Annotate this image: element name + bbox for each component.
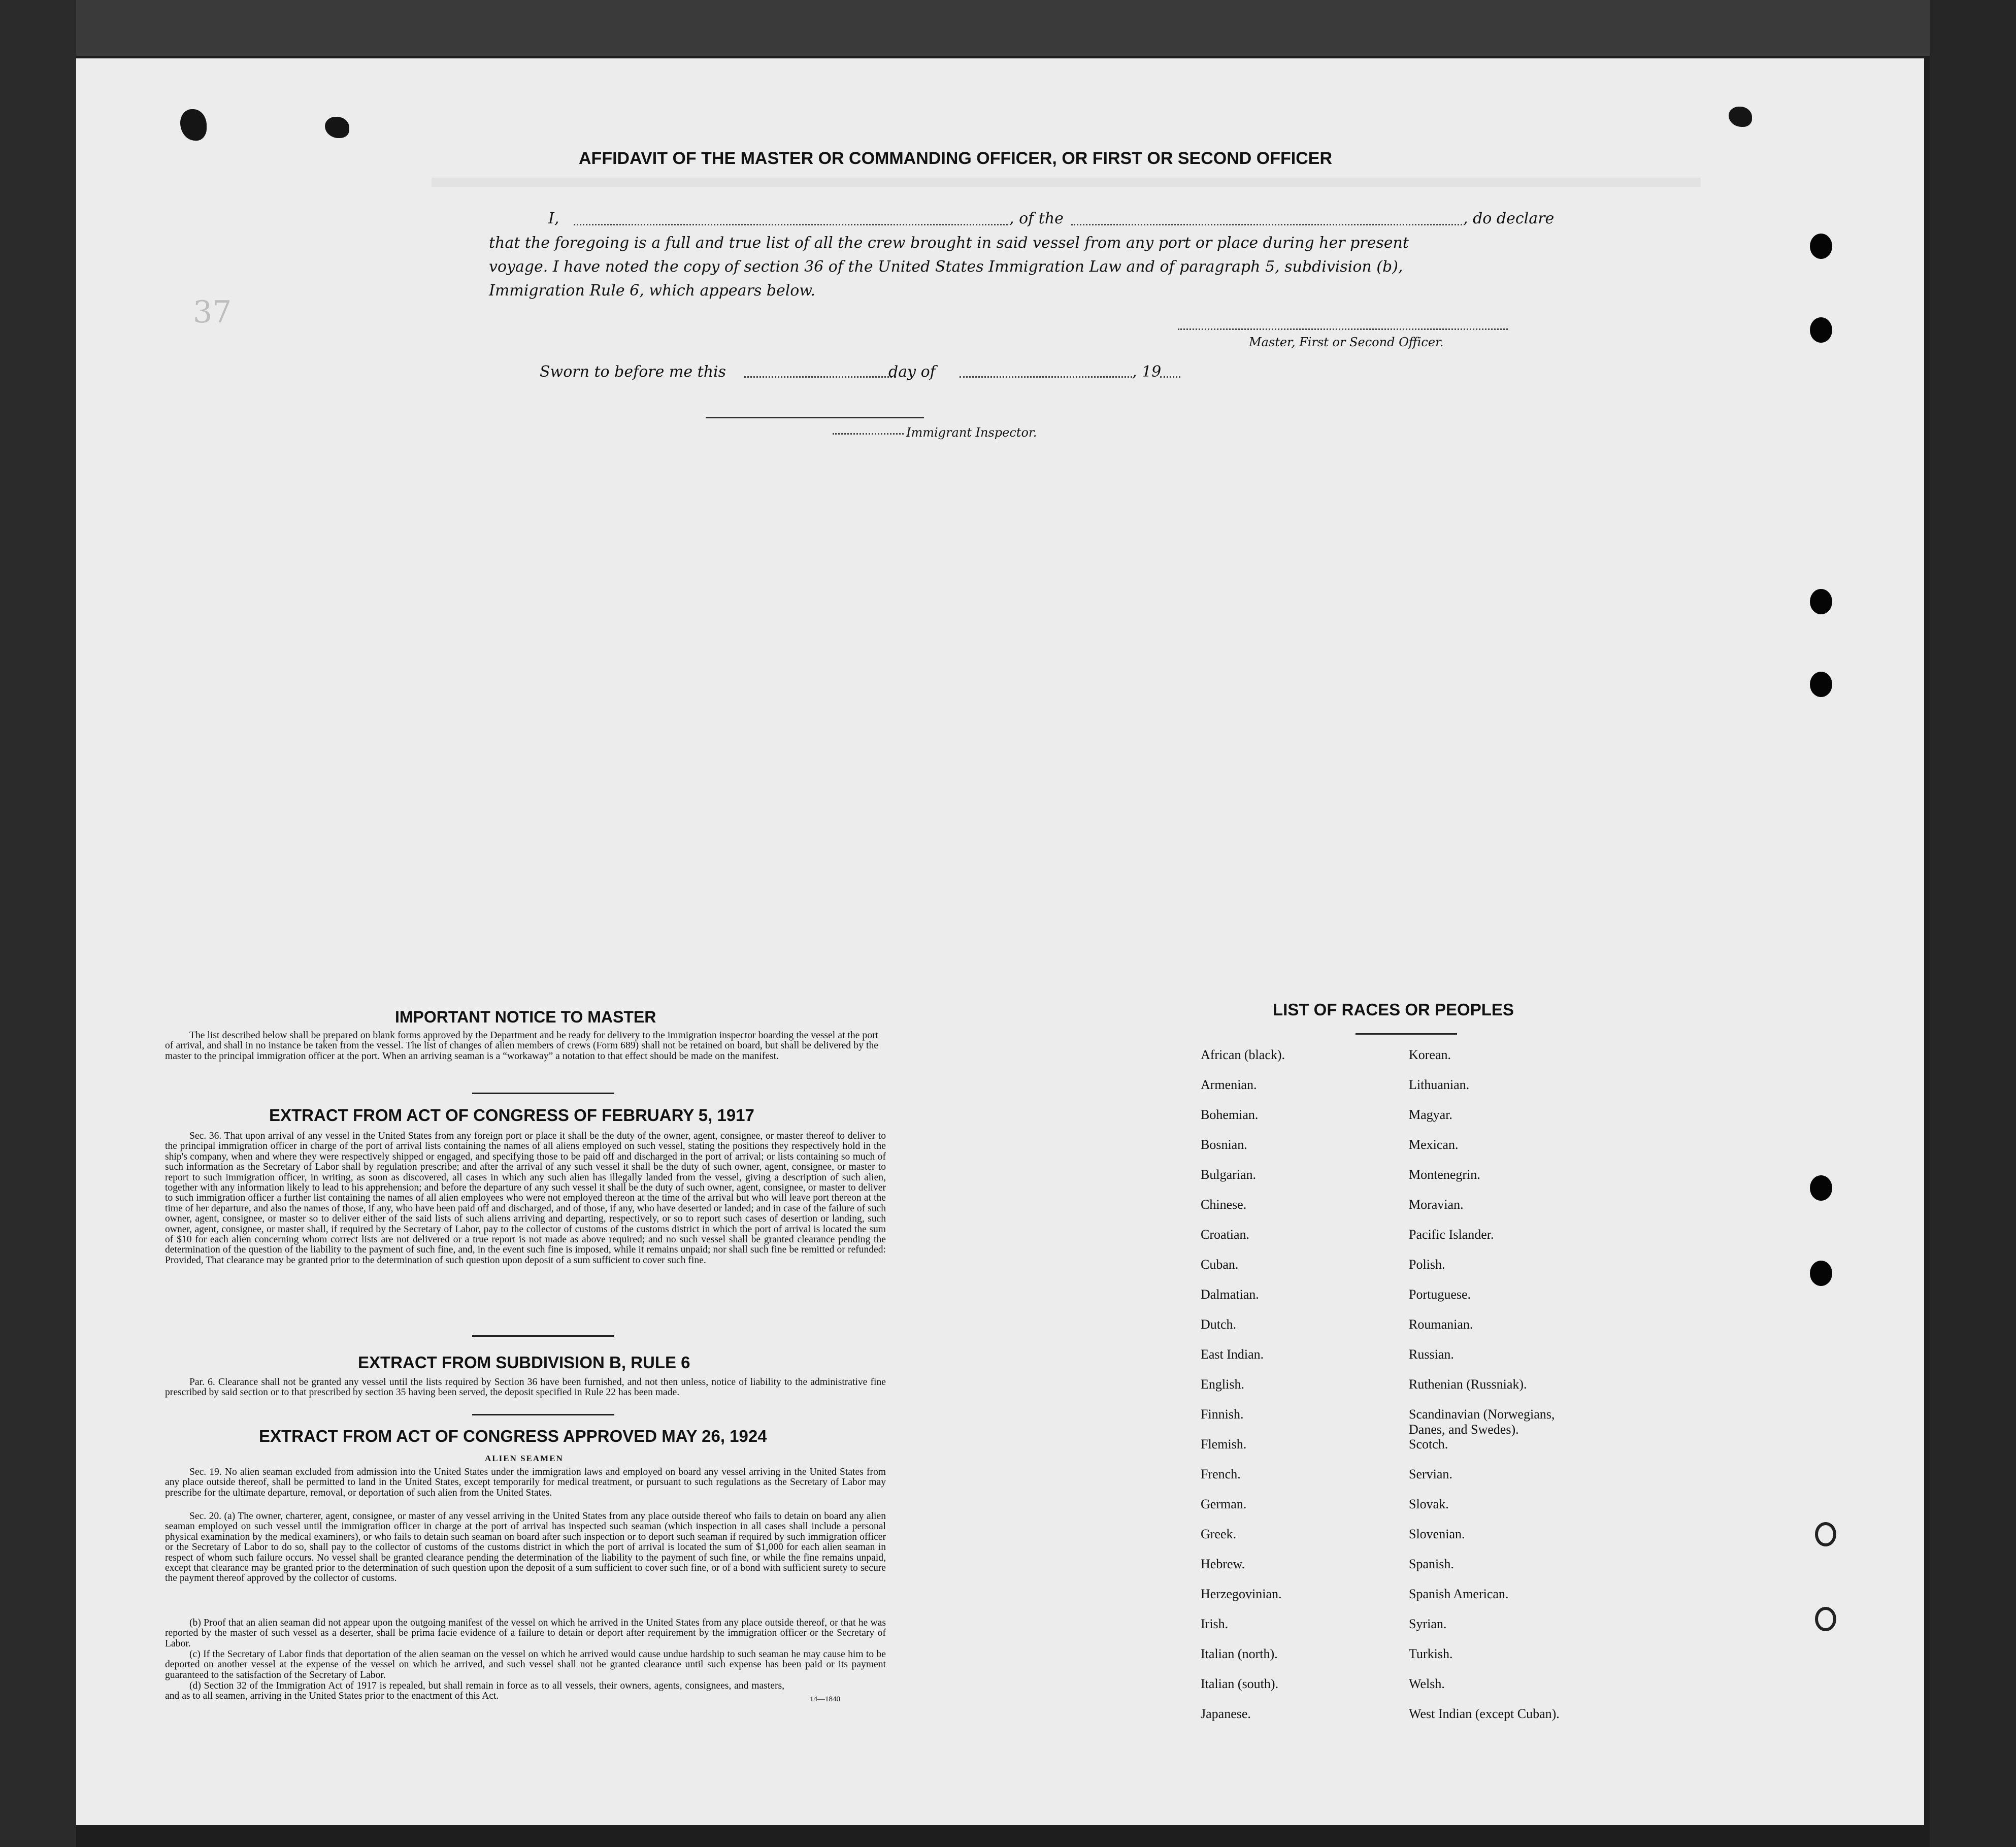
race-item: Greek. <box>1201 1527 1237 1541</box>
race-item: Syrian. <box>1409 1617 1447 1631</box>
day-of-label: day of <box>888 363 936 381</box>
race-item: Flemish. <box>1201 1437 1247 1452</box>
race-item: French. <box>1201 1467 1241 1481</box>
sec-20a-text: Sec. 20. (a) The owner, charterer, agent, consignee, or master of any vessel arriving in the United States from any place outside thereof who fails to detain on board any alien seaman employed on such vessel until the immigration officer in charge at the port of arrival has inspected such seaman (which inspection in all cases shall include a personal physical examination by the medical examiners), or who fails to detain such seaman on board after such inspection or to deport such seaman if required by such immigration officer or the Secretary of Labor to do so, shall pay to the collector of customs of the customs district in which the port of arrival is located the sum of $1,000 for each alien seaman in respect of whom such failure occurs. No vessel shall be granted clearance pending the determination of the liability to the payment of such fine, or while the fine remains unpaid, except that clearance may be granted prior to the determination of such question upon the deposit of a sum sufficient to cover such fine, or of a bond with sufficient surety to secure the payment thereof approved by the collector of customs. <box>165 1511 886 1584</box>
do-declare-label: , do declare <box>1463 210 1555 227</box>
form-number: 14—1840 <box>810 1695 840 1703</box>
race-item: Herzegovinian. <box>1201 1587 1282 1601</box>
race-item: Mexican. <box>1409 1137 1459 1152</box>
race-item: Spanish American. <box>1409 1587 1509 1601</box>
race-item: Slovak. <box>1409 1497 1449 1511</box>
race-item: Hebrew. <box>1201 1557 1245 1571</box>
race-item: Moravian. <box>1409 1197 1464 1212</box>
race-item: Pacific Islander. <box>1409 1227 1494 1242</box>
sworn-label: Sworn to before me this <box>540 363 726 381</box>
race-item: Dutch. <box>1201 1317 1237 1332</box>
race-item: Japanese. <box>1201 1706 1251 1721</box>
race-item: West Indian (except Cuban). <box>1409 1706 1560 1721</box>
extract-rule6-title: EXTRACT FROM SUBDIVISION B, RULE 6 <box>358 1353 690 1372</box>
extract-1917-title: EXTRACT FROM ACT OF CONGRESS OF FEBRUARY 5, 1917 <box>269 1106 754 1125</box>
race-item: East Indian. <box>1201 1347 1264 1362</box>
affidavit-body-line-1: that the foregoing is a full and true list of all the crew brought in said vessel from any port or place during her present <box>489 234 1409 252</box>
scan-right-edge <box>1930 0 2016 1847</box>
race-item: Croatian. <box>1201 1227 1250 1242</box>
race-item: German. <box>1201 1497 1247 1511</box>
punch-hole <box>1810 317 1832 343</box>
extract-1924-title: EXTRACT FROM ACT OF CONGRESS APPROVED MAY 26, 1924 <box>259 1427 767 1445</box>
bleed-through-heading <box>432 178 1701 187</box>
race-item: Irish. <box>1201 1617 1229 1631</box>
of-the-label: , of the <box>1009 210 1064 227</box>
race-item: Welsh. <box>1409 1676 1445 1691</box>
race-item: Servian. <box>1409 1467 1452 1481</box>
master-signature-label: Master, First or Second Officer. <box>1249 335 1444 349</box>
sec-20c-text: (c) If the Secretary of Labor finds that deportation of the alien seaman on the vessel on which he arrived would cause undue hardship to such seaman he may cause him to be deported on another vessel at the expense of the vessel on which he arrived, and such vessel shall not be granted clearance until such expense has been paid or its payment guaranteed to the satisfaction of the Secretary of Labor. <box>165 1649 886 1680</box>
affiant-prefix: I, <box>548 210 559 227</box>
punch-hole <box>1810 1261 1832 1286</box>
tear-mark <box>1729 107 1752 127</box>
race-item: Armenian. <box>1201 1077 1257 1092</box>
race-item: Bosnian. <box>1201 1137 1247 1152</box>
race-item: Bohemian. <box>1201 1107 1259 1122</box>
section-divider <box>472 1093 614 1094</box>
race-item: Finnish. <box>1201 1407 1244 1422</box>
punch-hole <box>1810 589 1832 614</box>
inspector-label: Immigrant Inspector. <box>906 425 1037 440</box>
notice-text: The list described below shall be prepared on blank forms approved by the Department and be ready for delivery to the immigration inspector boarding the vessel at the port of arrival, and shall in no instance be taken from the vessel. The list of changes of alien members of crews (Form 689) shall not be retained on board, but shall be delivered by the master to the principal immigration officer at the port. When an arriving seaman is a “workaway” a notation to that effect should be made on the manifest. <box>165 1030 878 1062</box>
notice-title: IMPORTANT NOTICE TO MASTER <box>395 1008 656 1026</box>
inspector-signature-line[interactable] <box>706 417 924 418</box>
sworn-year-field[interactable] <box>1160 376 1180 378</box>
inspector-signature-lead <box>833 433 904 435</box>
extract-rule6-text: Par. 6. Clearance shall not be granted any vessel until the lists required by Section 36 have been furnished, and not then unless, notice of liability to the administrative fine prescribed by said section or to that prescribed by section 35 having been served, the deposit specified in Rule 22 has been made. <box>165 1377 886 1398</box>
race-item: Italian (north). <box>1201 1646 1278 1661</box>
race-item: Dalmatian. <box>1201 1287 1259 1302</box>
race-item: Ruthenian (Russniak). <box>1409 1377 1527 1392</box>
affidavit-body-line-2: voyage. I have noted the copy of section 36 of the United States Immigration Law and of paragraph 5, subdivision (b), <box>489 258 1403 276</box>
race-item: Slovenian. <box>1409 1527 1465 1541</box>
punch-hole <box>1810 672 1832 697</box>
race-item: Scotch. <box>1409 1437 1448 1452</box>
stray-mark: 37 <box>193 294 232 330</box>
race-item: Spanish. <box>1409 1557 1454 1571</box>
scan-top-edge <box>0 0 2016 56</box>
race-item: Turkish. <box>1409 1646 1453 1661</box>
race-item: English. <box>1201 1377 1244 1392</box>
races-list-right <box>1409 1047 1713 1736</box>
tear-mark <box>180 109 207 141</box>
race-item: Magyar. <box>1409 1107 1452 1122</box>
race-item: Roumanian. <box>1409 1317 1473 1332</box>
manifest-page <box>76 58 1924 1825</box>
punch-hole <box>1810 234 1832 259</box>
affiant-name-field[interactable] <box>574 224 1008 225</box>
race-item: Lithuanian. <box>1409 1077 1470 1092</box>
race-item: Scandinavian (Norwegians, Danes, and Swedes). <box>1409 1407 1555 1437</box>
tear-mark <box>325 117 349 138</box>
year-label: , 19 <box>1132 363 1162 381</box>
sec-19-text: Sec. 19. No alien seaman excluded from admission into the United States under the immigration laws and employed on board any vessel arriving in the United States from any place outside thereof, shall be permitted to land in the United States, except temporarily for medical treatment, or pursuant to such regulations as the Secretary of Labor may prescribe for the ultimate departure, removal, or deportation of such alien from the United States. <box>165 1467 886 1498</box>
races-list-left <box>1201 1047 1414 1736</box>
race-item: Portuguese. <box>1409 1287 1471 1302</box>
race-item: Italian (south). <box>1201 1676 1279 1691</box>
race-item: Korean. <box>1409 1047 1451 1062</box>
sec-20b-text: (b) Proof that an alien seaman did not appear upon the outgoing manifest of the vessel on which he arrived in the United States from any place outside thereof, or that he was reported by the master of such vessel as a deserter, shall be prima facie evidence of a failure to detain or deport after requirement by the immigration officer or the Secretary of Labor. <box>165 1618 886 1649</box>
race-item: Chinese. <box>1201 1197 1247 1212</box>
races-title-underline <box>1356 1033 1457 1035</box>
extract-1917-text: Sec. 36. That upon arrival of any vessel in the United States from any foreign port or place it shall be the duty of the owner, agent, consignee, or master thereof to deliver to the principal immigration officer in charge of the port of arrival lists containing the names of all aliens employed on such vessel, stating the positions they respectively hold in the ship's company, when and where they were respectively shipped or engaged, and specifying those to be paid off and discharged in the port of arrival; or lists containing so much of such information as the Secretary of Labor shall by regulation prescribe; and after the arrival of any such vessel it shall be the duty of such owner, agent, consignee, or master to report to such immigration officer, in writing, as soon as discovered, all cases in which any such alien has illegally landed from the vessel, giving a description of such alien, together with any information likely to lead to his apprehension; and before the departure of any such vessel it shall be the duty of such owner, agent, consignee, or master to deliver to such immigration officer a further list containing the names of all alien employees who were not employed thereon at the time of the arrival but who will leave port thereon at the time of her departure, and also the names of those, if any, who have been paid off and discharged, and of those, if any, who have deserted or landed; and in case of the failure of such owner, agent, consignee, or master so to deliver either of the said lists of such aliens arriving and departing, respectively, or so to report such cases of desertion or landing, such owner, agent, consignee, or master shall, if required by the Secretary of Labor, pay to the collector of customs of the customs district in which the port of arrival is located the sum of $10 for each alien concerning whom correct lists are not delivered or a true report is not made as above required; and no such vessel shall be granted clearance pending the determination of the question of the liability to the payment of such fine, and, in the event such fine is imposed, while it remains unpaid; nor shall such fine be remitted or refunded: Provided, That clearance may be granted prior to the determination of such question upon deposit of a sum sufficient to cover such fine. <box>165 1131 886 1266</box>
race-item: Russian. <box>1409 1347 1454 1362</box>
vessel-name-field[interactable] <box>1071 224 1462 225</box>
punch-hole <box>1815 1607 1836 1631</box>
master-signature-field[interactable] <box>1178 328 1508 330</box>
sworn-month-field[interactable] <box>960 376 1132 378</box>
sec-20d-text: (d) Section 32 of the Immigration Act of 1917 is repealed, but shall remain in force as to all vessels, their owners, agents, consignees, and masters, and as to all seamen, arriving in the United States prior to the enactment of this Act. <box>165 1680 784 1702</box>
race-item: African (black). <box>1201 1047 1285 1062</box>
scan-left-edge <box>0 0 76 1847</box>
punch-hole <box>1810 1175 1832 1201</box>
sworn-day-field[interactable] <box>744 376 896 378</box>
affidavit-body-line-3: Immigration Rule 6, which appears below. <box>489 282 816 300</box>
races-title: LIST OF RACES OR PEOPLES <box>1273 1000 1514 1019</box>
section-divider <box>472 1414 614 1415</box>
affidavit-title: AFFIDAVIT OF THE MASTER OR COMMANDING OFFICER, OR FIRST OR SECOND OFFICER <box>579 149 1332 168</box>
race-item: Montenegrin. <box>1409 1167 1480 1182</box>
alien-seamen-subtitle: ALIEN SEAMEN <box>485 1454 564 1463</box>
race-item: Polish. <box>1409 1257 1445 1272</box>
race-item: Bulgarian. <box>1201 1167 1257 1182</box>
section-divider <box>472 1335 614 1337</box>
punch-hole <box>1815 1522 1836 1546</box>
race-item: Cuban. <box>1201 1257 1239 1272</box>
